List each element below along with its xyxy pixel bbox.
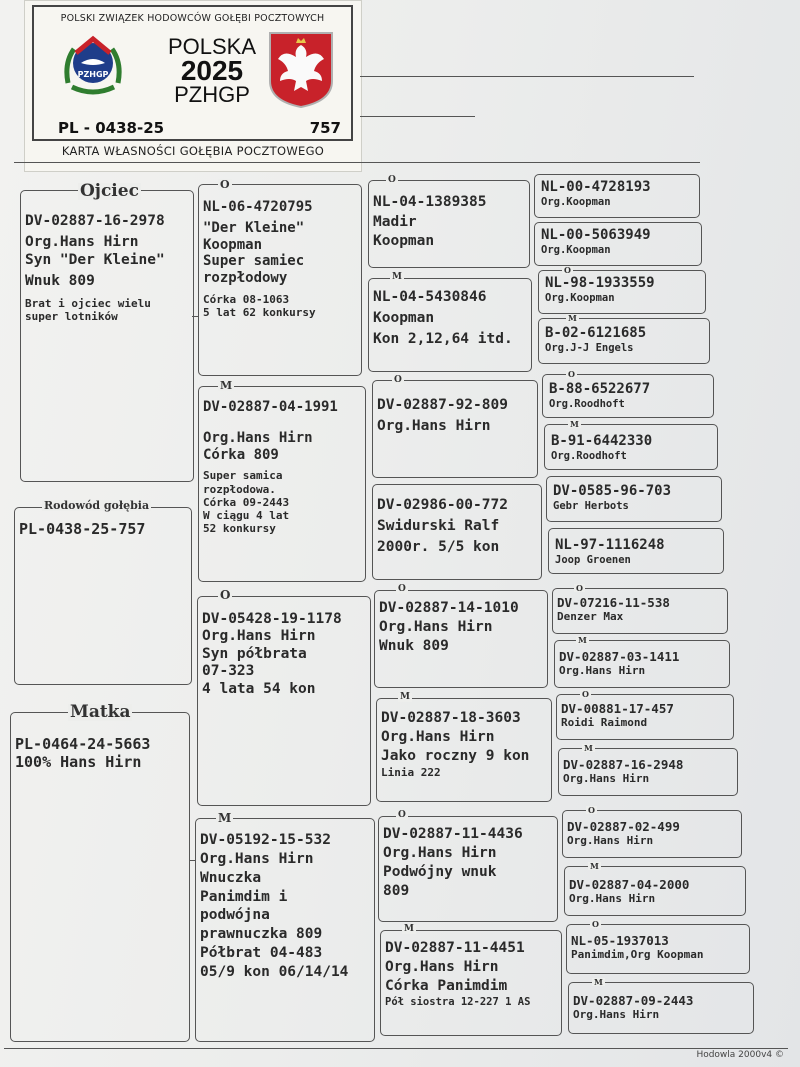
g4-ring: DV-02887-04-2000: [569, 877, 690, 892]
pedigree-text: DV-02887-11-4436: [383, 826, 523, 842]
g3-box: [372, 380, 538, 478]
father-note: super lotników: [25, 309, 118, 323]
owner-line: [360, 116, 475, 117]
pedigree-text: 2000r. 5/5 kon: [377, 539, 500, 556]
pedigree-text: Półbrat 04-483: [200, 945, 323, 962]
pedigree-text: NL-04-5430846: [373, 289, 487, 305]
mother-ring: PL-0464-24-5663: [15, 735, 151, 753]
father-note: Brat i ojciec wielu: [25, 296, 151, 310]
association-name: POLSKI ZWIĄZEK HODOWCÓW GOŁĘBI POCZTOWYCH: [60, 13, 325, 24]
sex-marker-cock: O: [220, 178, 230, 191]
pedigree-text: Kon 2,12,64 itd.: [373, 331, 513, 348]
pedigree-text: Swidurski Ralf: [377, 518, 500, 535]
pedigree-text: Podwójny wnuk: [383, 863, 497, 880]
g4-ring: DV-07216-11-538: [557, 595, 670, 610]
dam-sire-box: [197, 596, 371, 806]
pedigree-text: NL-06-4720795: [203, 199, 313, 215]
pedigree-text: 4 lata 54 kon: [202, 680, 316, 697]
pedigree-text: Wnuk 809: [379, 637, 449, 654]
pedigree-text: DV-02986-00-772: [377, 497, 508, 513]
ownership-card: [24, 0, 362, 172]
country: POLSKA: [167, 34, 257, 59]
g3-box: [378, 816, 558, 922]
sex-marker-cock: O: [568, 369, 575, 379]
pedigree-text: Madir: [373, 213, 417, 230]
g4-ring: NL-05-1937013: [571, 933, 669, 948]
g4-owner: Joop Groenen: [555, 553, 631, 566]
pedigree-text: Koopman: [373, 233, 435, 250]
g4-box: [552, 588, 728, 634]
g3-box: [372, 484, 542, 580]
g4-box: [538, 318, 710, 364]
g4-owner: Org.Hans Hirn: [559, 664, 646, 677]
pedigree-note: Pół siostra 12-227 1 AS: [385, 995, 531, 1008]
sex-marker-hen: M: [590, 861, 599, 871]
owner-line: [360, 76, 694, 77]
pedigree-text: DV-02887-18-3603: [381, 710, 521, 726]
g4-ring: NL-98-1933559: [545, 275, 655, 291]
pedigree-note: rozpłodowa.: [203, 482, 276, 496]
g3-box: [368, 180, 530, 268]
org-abbrev: PZHGP: [174, 82, 250, 107]
sex-marker-hen: M: [570, 419, 579, 429]
g4-box: [546, 476, 722, 522]
pedigree-text: Org.Hans Hirn: [385, 958, 499, 975]
g4-owner: Gebr Herbots: [553, 499, 629, 512]
pedigree-text: Org.Hans Hirn: [202, 628, 316, 645]
software-footer: Hodowla 2000v4 ©: [696, 1050, 784, 1060]
g4-box: [548, 528, 724, 574]
pedigree-text: Org.Hans Hirn: [379, 618, 493, 635]
pedigree-text: rozpłodowy: [203, 270, 288, 287]
g4-ring: NL-97-1116248: [555, 537, 665, 553]
bird-ring: PL-0438-25-757: [19, 520, 146, 538]
sex-marker-hen: M: [578, 635, 587, 645]
dam-dam-box: [195, 818, 375, 1042]
pzhgp-logo: [62, 33, 124, 95]
pedigree-text: DV-02887-11-4451: [385, 940, 525, 956]
pedigree-text: Org.Hans Hirn: [200, 850, 314, 867]
pedigree-text: DV-05428-19-1178: [202, 611, 342, 627]
pedigree-text: 07-323: [202, 663, 255, 680]
pedigree-note: W ciągu 4 lat: [203, 508, 290, 522]
pedigree-text: Syn półbrata: [202, 645, 307, 662]
pedigree-text: Org.Hans Hirn: [203, 429, 313, 446]
pedigree-text: Wnuczka: [200, 869, 262, 886]
sex-marker-hen: M: [392, 272, 402, 282]
g4-owner: Denzer Max: [557, 610, 624, 623]
year: 2025: [180, 55, 244, 86]
pedigree-note: Super samica: [203, 469, 283, 483]
g4-owner: Org.Hans Hirn: [563, 772, 650, 785]
sex-marker-hen: M: [594, 977, 603, 987]
pedigree-text: DV-02887-14-1010: [379, 600, 519, 616]
g4-owner: Roidi Raimond: [561, 716, 648, 729]
polish-eagle-emblem: [266, 29, 336, 109]
pedigree-text: DV-02887-92-809: [377, 397, 508, 413]
father-label: Ojciec: [80, 181, 139, 201]
sex-marker-cock: O: [398, 810, 406, 820]
pedigree-label: Rodowód gołębia: [44, 499, 150, 512]
g3-box: [380, 930, 562, 1036]
pedigree-text: Org.Hans Hirn: [377, 418, 491, 435]
pedigree-note: Córka 09-2443: [203, 495, 290, 509]
pedigree-text: Org.Hans Hirn: [381, 728, 495, 745]
mother-box: [10, 712, 190, 1042]
sex-marker-hen: M: [404, 924, 414, 934]
sex-marker-hen: M: [400, 692, 410, 702]
father-ring: DV-02887-16-2978: [25, 213, 165, 229]
mother-label: Matka: [70, 702, 131, 722]
g4-box: [534, 174, 700, 218]
g4-ring: DV-0585-96-703: [553, 483, 672, 499]
mother-owner: 100% Hans Hirn: [15, 753, 142, 771]
bird-box: [14, 507, 192, 685]
g4-owner: Org.Roodhoft: [551, 449, 627, 462]
pedigree-text: podwójna: [200, 907, 270, 924]
sex-marker-cock: O: [582, 689, 589, 699]
father-owner: Org.Hans Hirn: [25, 234, 139, 251]
sex-marker-cock: O: [588, 805, 595, 815]
g4-box: [544, 424, 718, 470]
sex-marker-hen: M: [220, 379, 233, 392]
sex-marker-cock: O: [576, 583, 583, 593]
father-info: Wnuk 809: [25, 273, 95, 290]
g4-ring: B-02-6121685: [545, 325, 647, 341]
g4-box: [566, 924, 750, 974]
card-caption: KARTA WŁASNOŚCI GOŁĘBIA POCZTOWEGO: [61, 144, 325, 158]
sex-marker-cock: O: [388, 175, 396, 185]
g4-owner: Org.Roodhoft: [549, 397, 625, 410]
g4-ring: DV-02887-03-1411: [559, 649, 680, 664]
g3-box: [374, 590, 548, 688]
g4-box: [554, 640, 730, 688]
bottom-rule: [4, 1048, 788, 1049]
sex-marker-cock: O: [220, 588, 231, 602]
g4-ring: NL-00-5063949: [541, 227, 651, 243]
pedigree-note: Córka 08-1063: [203, 292, 290, 306]
g4-owner: Org.Koopman: [541, 195, 611, 208]
pedigree-text: DV-02887-04-1991: [203, 399, 338, 415]
sex-marker-hen: M: [584, 743, 593, 753]
pedigree-text: Jako roczny 9 kon: [381, 747, 530, 764]
pedigree-note: Linia 222: [381, 765, 441, 779]
pedigree-text: Org.Hans Hirn: [383, 844, 497, 861]
sex-marker-cock: O: [592, 919, 599, 929]
g4-ring: DV-00881-17-457: [561, 701, 674, 716]
g4-owner: Org.Hans Hirn: [569, 892, 656, 905]
g4-ring: B-88-6522677: [549, 381, 651, 397]
g3-box: [368, 278, 532, 372]
g4-box: [534, 222, 702, 266]
father-box: [20, 190, 194, 482]
sex-marker-cock: O: [564, 265, 571, 275]
card-title-block: [164, 35, 260, 107]
g4-ring: DV-02887-09-2443: [573, 993, 694, 1008]
pedigree-text: Koopman: [373, 310, 435, 327]
g4-box: [568, 982, 754, 1034]
g4-box: [564, 866, 746, 916]
g4-owner: Org.J-J Engels: [545, 341, 634, 354]
top-rule: [14, 162, 700, 163]
pedigree-text: 809: [383, 882, 410, 899]
g4-ring: B-91-6442330: [551, 433, 653, 449]
g4-ring: NL-00-4728193: [541, 179, 651, 195]
sex-marker-cock: O: [398, 584, 406, 594]
sex-marker-hen: M: [218, 811, 232, 825]
sex-marker-hen: M: [568, 313, 577, 323]
card-number: 757: [309, 119, 341, 137]
pedigree-note: 5 lat 62 konkursy: [203, 306, 316, 320]
pedigree-text: Córka Panimdim: [385, 977, 508, 994]
g4-owner: Panimdim,Org Koopman: [571, 948, 704, 961]
g4-box: [542, 374, 714, 418]
g4-owner: Org.Hans Hirn: [567, 834, 654, 847]
g4-box: [556, 694, 734, 740]
g4-ring: DV-02887-02-499: [567, 819, 680, 834]
g4-owner: Org.Koopman: [541, 243, 611, 256]
g4-owner: Org.Koopman: [545, 291, 615, 304]
pedigree-text: Panimdim i: [200, 888, 288, 905]
pedigree-text: DV-05192-15-532: [200, 832, 331, 848]
sire-dam-box: [198, 386, 366, 582]
ring-number: PL - 0438-25: [58, 119, 165, 137]
pedigree-text: "Der Kleine": [203, 219, 305, 236]
father-info: Syn "Der Kleine": [25, 251, 165, 268]
pedigree-text: 05/9 kon 06/14/14: [200, 963, 349, 980]
pedigree-text: prawnuczka 809: [200, 926, 323, 943]
g3-box: [376, 698, 552, 802]
pedigree-text: Super samiec: [203, 253, 305, 270]
sire-sire-box: [198, 184, 362, 376]
g4-box: [558, 748, 738, 796]
g4-box: [562, 810, 742, 858]
pedigree-note: 52 konkursy: [203, 522, 276, 536]
g4-ring: DV-02887-16-2948: [563, 757, 684, 772]
pedigree-text: Córka 809: [203, 446, 279, 463]
g4-owner: Org.Hans Hirn: [573, 1008, 660, 1021]
pedigree-text: Koopman: [203, 236, 263, 253]
ownership-card-frame: [32, 5, 353, 141]
pedigree-text: NL-04-1389385: [373, 194, 487, 210]
sex-marker-cock: O: [394, 375, 402, 385]
g4-box: [538, 270, 706, 314]
logo-text: PZHGP: [77, 70, 109, 79]
